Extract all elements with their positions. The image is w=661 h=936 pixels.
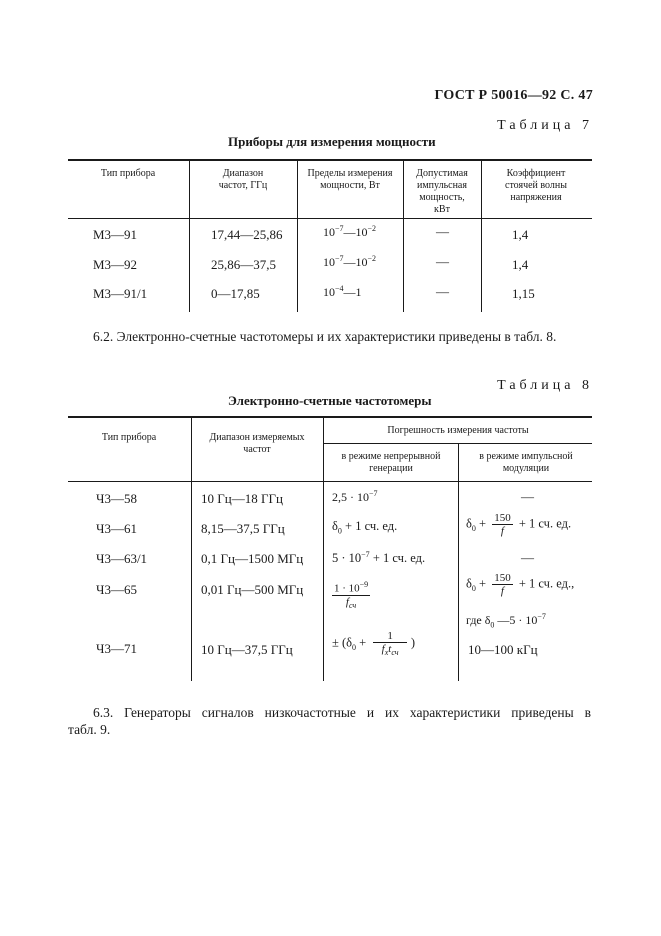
table7-header-range: Диапазон частот, ГГц xyxy=(218,168,268,191)
table7-header-rule xyxy=(68,218,592,219)
table8-header-range: Диапазон измеряемых частот xyxy=(209,432,305,455)
table8-cell-continuous: ± ($\delta_0$ + $\frac{1}{f_xt_{сч}}$ ) xyxy=(332,630,416,658)
table7-cell-range: 25,86—37,5 xyxy=(211,257,276,272)
table8-cell-range: 0,01 Гц—500 МГц xyxy=(201,582,304,597)
table8-cell-range: 10 Гц—18 ГГц xyxy=(201,491,283,506)
table7-header-limits: Пределы измерения мощности, Вт xyxy=(307,168,393,191)
table8-cell-type: Ч3—63/1 xyxy=(96,551,148,566)
table7-cell-range: 17,44—25,86 xyxy=(211,227,283,242)
paragraph-6-3-continued: табл. 9. xyxy=(68,722,111,737)
table8-cell-pulse: 10—100 кГц xyxy=(468,642,538,657)
table7-cell-type: М3—92 xyxy=(93,257,138,272)
table8-header-rule xyxy=(68,481,592,482)
table8-cell-continuous: $5 \cdot 10^{-7} + 1$ сч. ед. xyxy=(332,550,426,566)
table8-col-divider xyxy=(323,417,324,681)
table7-cell-allowed: — xyxy=(436,254,449,269)
table7-header-type: Тип прибора xyxy=(100,168,156,179)
table7-cell-limits: $10^{-4}—1$ xyxy=(323,284,362,299)
table8-cell-range: 8,15—37,5 ГГц xyxy=(201,521,285,536)
page-header: ГОСТ Р 50016—92 С. 47 xyxy=(434,88,593,103)
table7-header-coef: Коэффициент стоячей волны напряжения xyxy=(505,168,567,203)
table7-col-divider xyxy=(403,160,404,312)
table8-cell-pulse: — xyxy=(521,489,534,504)
table7-cell-range: 0—17,85 xyxy=(211,286,260,301)
paragraph-6-2: 6.2. Электронно-счетные частотомеры и их характеристики приведены в табл. 8. xyxy=(93,329,557,344)
table7-cell-coef: 1,4 xyxy=(512,227,529,242)
table7-col-divider xyxy=(481,160,482,312)
table8-header-pulse: в режиме импульсной модуляции xyxy=(479,451,573,474)
table7-cell-coef: 1,4 xyxy=(512,257,529,272)
table7-col-divider xyxy=(189,160,190,312)
table7-cell-coef: 1,15 xyxy=(512,286,535,301)
table7-top-rule xyxy=(68,159,592,161)
table8-cell-continuous: $\frac{1 \cdot 10^{-9}}{f_{сч}}$ xyxy=(334,580,369,610)
table8-title: Электронно-счетные частотомеры xyxy=(228,393,432,408)
table8-cell-pulse: — xyxy=(521,550,534,565)
table7-cell-type: М3—91 xyxy=(93,227,138,242)
table8-cell-range: 10 Гц—37,5 ГГц xyxy=(201,642,293,657)
table8-top-rule xyxy=(68,416,592,418)
table8-cell-continuous: $\delta_0 + 1$ сч. ед. xyxy=(332,519,398,536)
table7-col-divider xyxy=(297,160,298,312)
table7-cell-limits: $10^{-7}—10^{-2}$ xyxy=(323,224,377,239)
table8-cell-type: Ч3—71 xyxy=(96,641,137,656)
table8-cell-pulse: $\delta_0$ + $\frac{150}{f}$ + 1 сч. ед., xyxy=(466,572,575,597)
table8-cell-continuous: $2,5 \cdot 10^{-7}$ xyxy=(332,489,378,504)
table8-col-divider xyxy=(458,443,459,681)
table8-cell-type: Ч3—65 xyxy=(96,582,137,597)
table7-cell-allowed: — xyxy=(436,284,449,299)
table8-header-error: Погрешность измерения частоты xyxy=(387,425,529,436)
table7-title: Приборы для измерения мощности xyxy=(228,134,436,149)
table8-cell-pulse: $\delta_0$ + $\frac{150}{f}$ + 1 сч. ед. xyxy=(466,512,572,537)
table8-label: Таблица 8 xyxy=(497,378,593,393)
table7-cell-limits: $10^{-7}—10^{-2}$ xyxy=(323,254,377,269)
table7-header-allowed: Допустимая импульсная мощность, кВт xyxy=(416,168,468,215)
table7-cell-type: М3—91/1 xyxy=(93,286,148,301)
table8-header-continuous: в режиме непрерывной генерации xyxy=(341,451,441,474)
table7-cell-allowed: — xyxy=(436,224,449,239)
table8-header-type: Тип прибора xyxy=(101,432,157,443)
table7-label: Таблица 7 xyxy=(497,118,593,133)
table8-cell-type: Ч3—61 xyxy=(96,521,137,536)
table8-cell-range: 0,1 Гц—1500 МГц xyxy=(201,551,304,566)
table8-cell-type: Ч3—58 xyxy=(96,491,137,506)
paragraph-6-3: 6.3. Генераторы сигналов низкочастотные и их характеристики приведены в xyxy=(93,705,591,720)
table8-cell-pulse-note: где $\delta_0$ —5 · $10^{-7}$ xyxy=(466,612,546,630)
table8-col-divider xyxy=(191,417,192,681)
